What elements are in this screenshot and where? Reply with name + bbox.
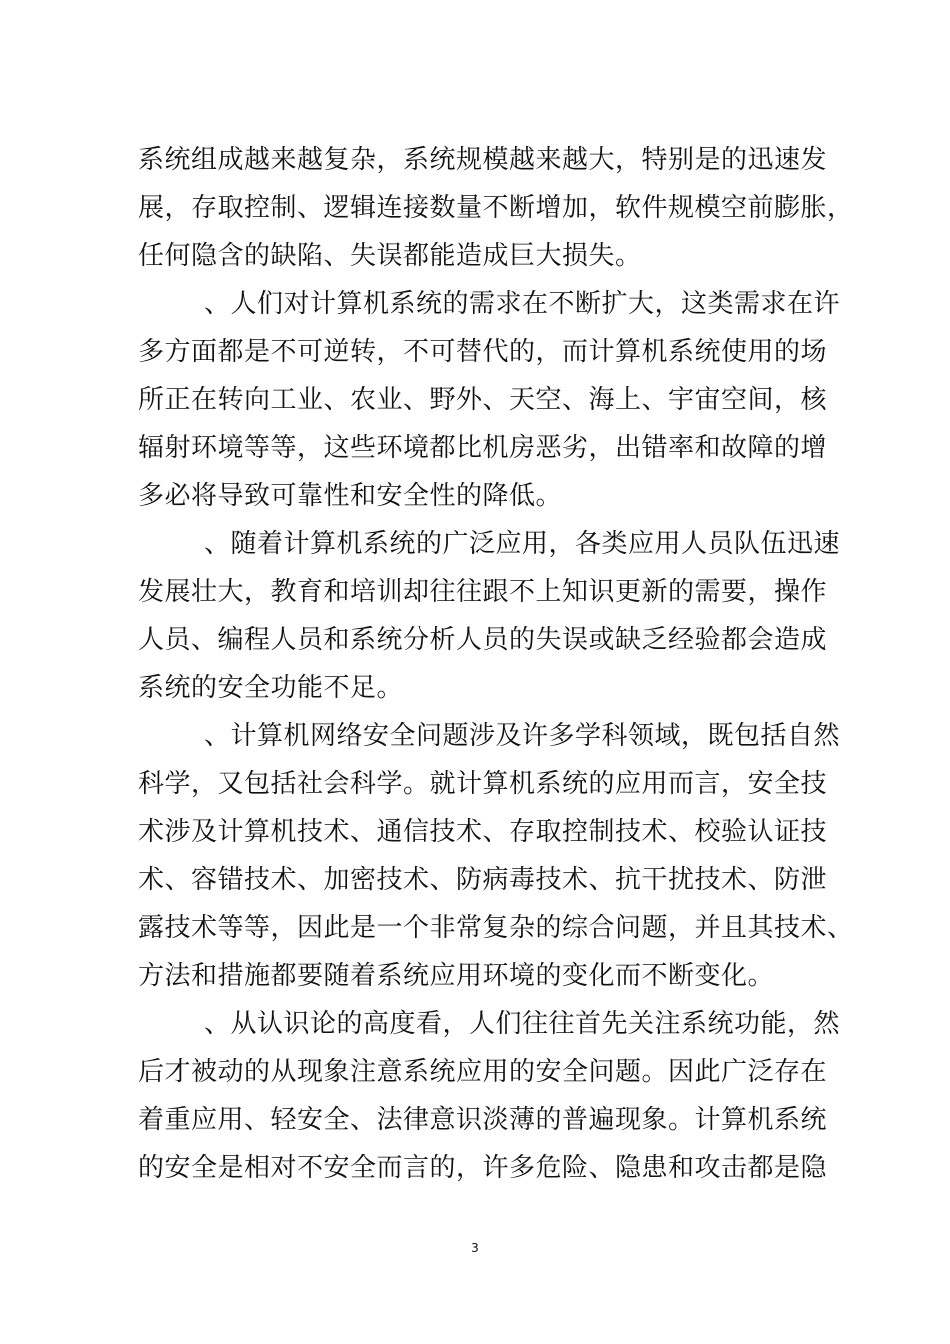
text-line: 着重应用、轻安全、法律意识淡薄的普遍现象。计算机系统 bbox=[138, 1105, 828, 1135]
text-line: 多方面都是不可逆转，不可替代的，而计算机系统使用的场 bbox=[138, 337, 828, 367]
paragraph-start-line: 、人们对计算机系统的需求在不断扩大，这类需求在许 bbox=[204, 289, 841, 319]
text-line: 的安全是相对不安全而言的，许多危险、隐患和攻击都是隐 bbox=[138, 1153, 828, 1183]
text-line: 系统的安全功能不足。 bbox=[138, 673, 404, 703]
text-line: 任何隐含的缺陷、失误都能造成巨大损失。 bbox=[138, 241, 642, 271]
text-line: 术涉及计算机技术、通信技术、存取控制技术、校验认证技 bbox=[138, 817, 828, 847]
paragraph-start-line: 、从认识论的高度看，人们往往首先关注系统功能，然 bbox=[204, 1009, 841, 1039]
text-line: 术、容错技术、加密技术、防病毒技术、抗干扰技术、防泄 bbox=[138, 865, 828, 895]
text-line: 辐射环境等等，这些环境都比机房恶劣，出错率和故障的增 bbox=[138, 433, 828, 463]
paragraph-start-line: 、随着计算机系统的广泛应用，各类应用人员队伍迅速 bbox=[204, 529, 841, 559]
text-line: 科学，又包括社会科学。就计算机系统的应用而言，安全技 bbox=[138, 769, 828, 799]
text-line: 后才被动的从现象注意系统应用的安全问题。因此广泛存在 bbox=[138, 1057, 828, 1087]
paragraph-start-line: 、计算机网络安全问题涉及许多学科领域，既包括自然 bbox=[204, 721, 841, 751]
text-line: 方法和措施都要随着系统应用环境的变化而不断变化。 bbox=[138, 961, 775, 991]
text-line: 露技术等等，因此是一个非常复杂的综合问题，并且其技术、 bbox=[138, 913, 854, 943]
page-number: 3 bbox=[471, 1241, 479, 1255]
text-line: 展，存取控制、逻辑连接数量不断增加，软件规模空前膨胀， bbox=[138, 193, 854, 223]
text-line: 发展壮大，教育和培训却往往跟不上知识更新的需要，操作 bbox=[138, 577, 828, 607]
text-line: 多必将导致可靠性和安全性的降低。 bbox=[138, 481, 563, 511]
text-line: 人员、编程人员和系统分析人员的失误或缺乏经验都会造成 bbox=[138, 625, 828, 655]
text-line: 系统组成越来越复杂，系统规模越来越大，特别是的迅速发 bbox=[138, 145, 828, 175]
text-line: 所正在转向工业、农业、野外、天空、海上、宇宙空间，核 bbox=[138, 385, 828, 415]
